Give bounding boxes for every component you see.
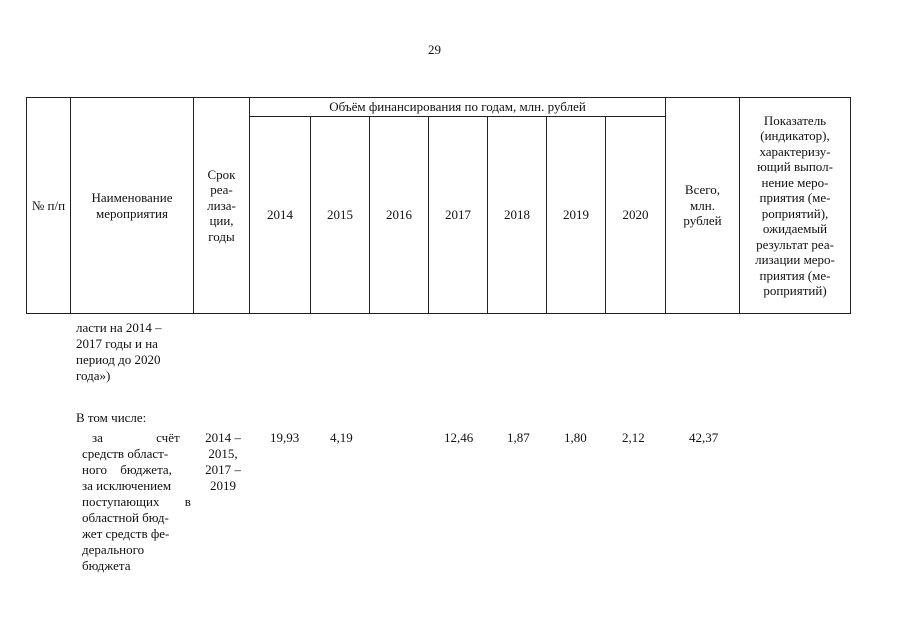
- header-year-2015: 2015: [310, 116, 370, 314]
- name-continuation: [76, 320, 194, 384]
- row-name: [82, 430, 192, 574]
- continuation-line: период до 2020: [76, 352, 161, 367]
- row-term-line: 2017 –: [205, 462, 241, 477]
- row-term-line: 2015,: [208, 446, 238, 461]
- header-year-2014: 2014: [249, 116, 311, 314]
- value-2014: 19,93: [270, 430, 300, 445]
- row-name-line: бюджета: [82, 558, 131, 573]
- header-year-2020: 2020: [605, 116, 666, 314]
- continuation-line: ласти на 2014 –: [76, 320, 162, 335]
- row-name-line: жет средств фе-: [82, 526, 170, 541]
- value-2018: 1,87: [507, 430, 530, 445]
- header-year-2017: 2017: [428, 116, 488, 314]
- row-term-line: 2019: [210, 478, 236, 493]
- value-2019: 1,80: [564, 430, 587, 445]
- row-name-line: областной бюд-: [82, 510, 169, 525]
- value-2020: 2,12: [622, 430, 645, 445]
- row-name-line: дерального: [82, 542, 145, 557]
- header-funding: Объём финансирования по годам, млн. рублей: [249, 97, 666, 117]
- header-name: Наименование мероприятия: [70, 97, 194, 314]
- row-term: [198, 430, 248, 494]
- header-year-2018: 2018: [487, 116, 547, 314]
- header-total: Всего, млн. рублей: [665, 97, 740, 314]
- continuation-line: года»): [76, 368, 111, 383]
- row-term-line: 2014 –: [205, 430, 241, 445]
- value-2017: 12,46: [444, 430, 474, 445]
- header-year-2016: 2016: [369, 116, 429, 314]
- value-total: 42,37: [689, 430, 719, 445]
- value-2015: 4,19: [330, 430, 353, 445]
- header-indicator: Показатель (индикатор), характеризу- ющий выпол- нение меро- приятия (ме- роприятий), ожидаемый результат реа- лизации меро- приятия (ме- роприятий): [739, 97, 851, 314]
- row-name-line: средств област-: [82, 446, 169, 461]
- header-term: Срок реа- лиза- ции, годы: [193, 97, 250, 314]
- row-name-line: поступающих в: [82, 494, 191, 509]
- row-name-line: ного бюджета,: [82, 462, 172, 477]
- header-number: № п/п: [26, 97, 71, 314]
- header-year-2019: 2019: [546, 116, 606, 314]
- row-intro: В том числе:: [76, 410, 147, 425]
- row-name-line: за счёт: [92, 430, 180, 445]
- row-name-line: за исключением: [82, 478, 172, 493]
- continuation-line: 2017 годы и на: [76, 336, 158, 351]
- page-number: 29: [428, 42, 441, 57]
